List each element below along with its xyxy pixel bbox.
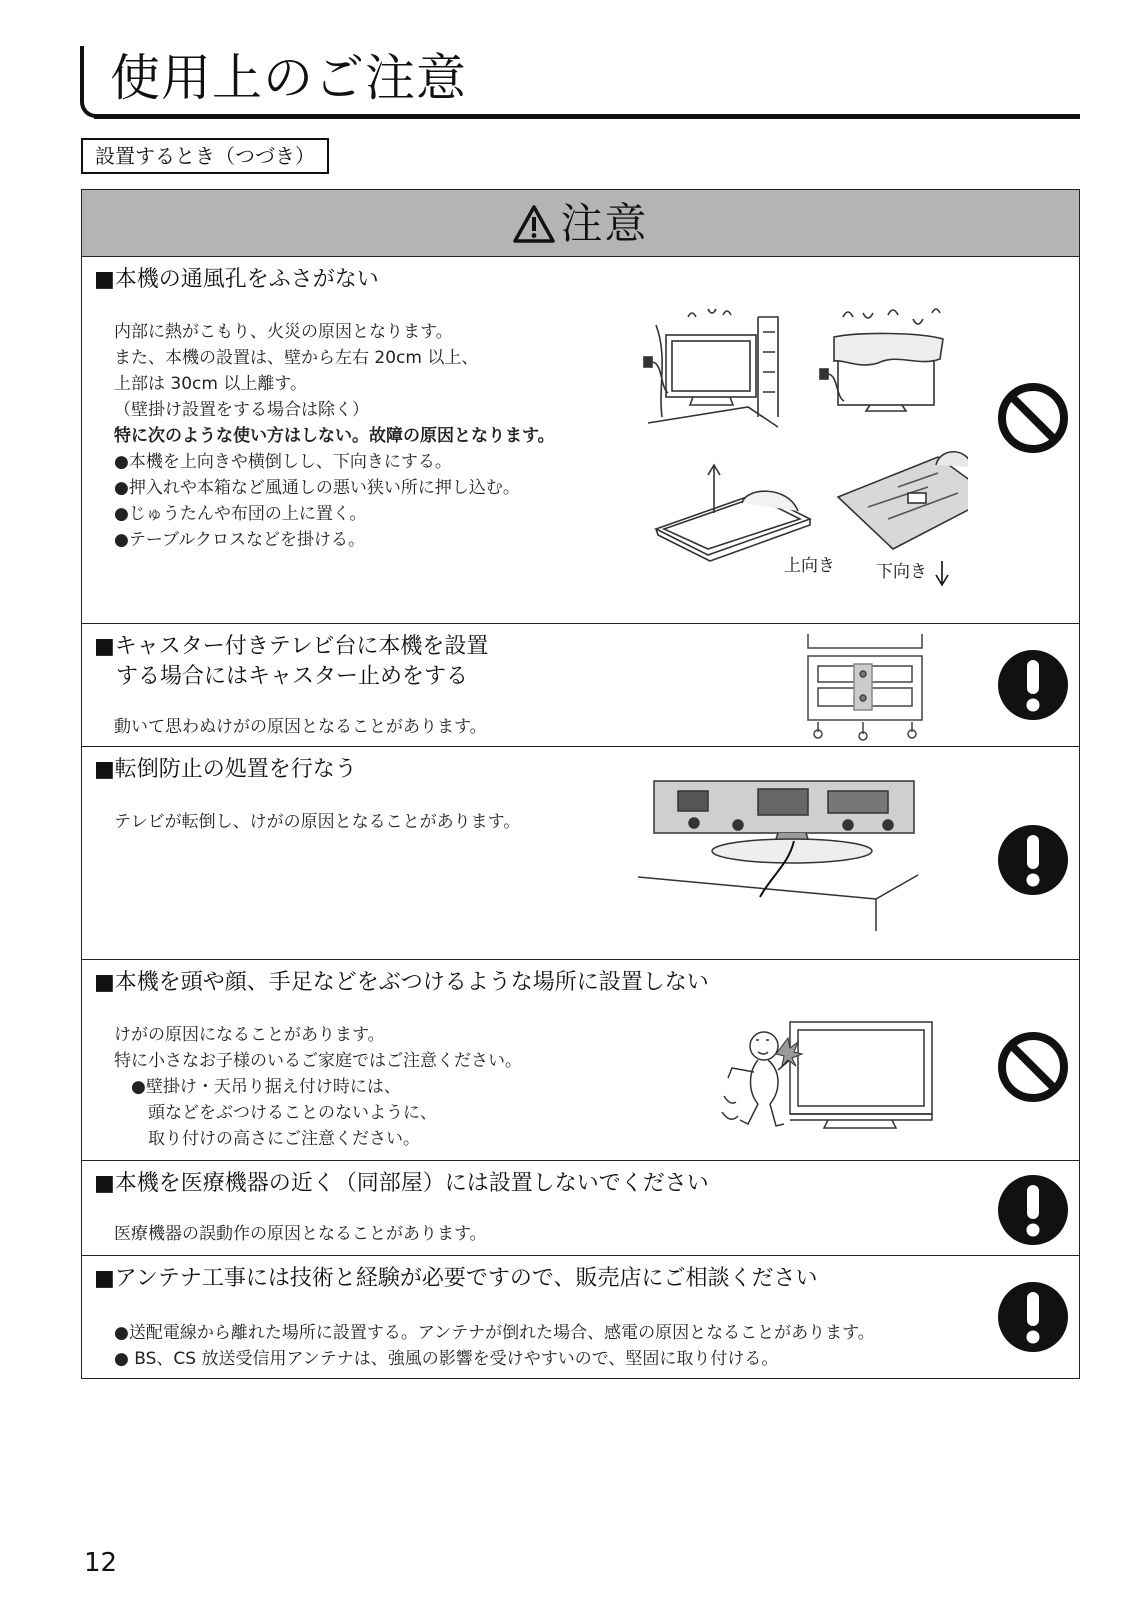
section-body	[114, 809, 520, 835]
page-title-block	[80, 40, 1080, 120]
body-line: ●送配電線から離れた場所に設置する。アンテナが倒れた場合、感電の原因となることがあります。	[114, 1323, 875, 1343]
section-heading: ■本機の通風孔をふさがない	[94, 267, 379, 292]
section-ventilation	[82, 257, 1079, 624]
body-line: ●テーブルクロスなどを掛ける。	[114, 530, 365, 550]
title-bracket	[80, 46, 98, 118]
section-anti-tip	[82, 747, 1079, 960]
body-line: 取り付けの高さにご注意ください。	[114, 1129, 420, 1149]
label-up: 上向き	[784, 556, 835, 576]
anti-tip-illustration	[638, 775, 928, 945]
body-line: 特に小さなお子様のいるご家庭ではご注意ください。	[114, 1051, 522, 1071]
ventilation-illustration	[638, 297, 968, 607]
body-line: また、本機の設置は、壁から左右 20cm 以上、	[114, 348, 479, 368]
child-bumping-illustration	[718, 1012, 936, 1152]
section-heading: ■アンテナ工事には技術と経験が必要ですので、販売店にご相談ください	[94, 1266, 818, 1291]
section-antenna	[82, 1256, 1079, 1378]
section-heading: ■本機を頭や顔、手足などをぶつけるような場所に設置しない	[94, 970, 709, 995]
section-body	[114, 319, 555, 553]
section-medical	[82, 1161, 1079, 1256]
body-line: 特に次のような使い方はしない。故障の原因となります。	[114, 426, 555, 446]
mandatory-icon	[996, 648, 1070, 722]
body-line: ●じゅうたんや布団の上に置く。	[114, 504, 367, 524]
prohibition-icon	[996, 1030, 1070, 1104]
mandatory-icon	[996, 1280, 1070, 1354]
label-down: 下向き	[876, 562, 927, 582]
body-line: テレビが転倒し、けがの原因となることがあります。	[114, 812, 521, 832]
caster-stand-illustration	[804, 634, 928, 742]
body-line: ● BS、CS 放送受信用アンテナは、強風の影響を受けやすいので、堅固に取り付ける。	[114, 1349, 779, 1369]
warning-triangle-icon	[512, 204, 556, 244]
body-line: 動いて思わぬけがの原因となることがあります。	[114, 717, 487, 737]
section-body	[114, 1221, 487, 1247]
page-title: 使用上のご注意	[110, 49, 467, 107]
section-heading: ■キャスター付きテレビ台に本機を設置 する場合にはキャスター止めをする	[94, 634, 489, 689]
body-line: ●本機を上向きや横倒しし、下向きにする。	[114, 452, 452, 472]
page-number: 12	[84, 1548, 118, 1578]
mandatory-icon	[996, 1173, 1070, 1247]
caution-band	[82, 190, 1079, 257]
body-line: ●押入れや本箱など風通しの悪い狭い所に押し込む。	[114, 478, 520, 498]
section-heading: ■本機を医療機器の近く（同部屋）には設置しないでください	[94, 1171, 709, 1196]
section-body	[114, 1320, 875, 1372]
section-body	[114, 1022, 522, 1152]
body-line: 上部は 30cm 以上離す。	[114, 374, 307, 394]
section-body	[114, 714, 487, 740]
section-heading: ■転倒防止の処置を行なう	[94, 757, 357, 782]
body-line: 頭などをぶつけることのないように、	[114, 1103, 437, 1123]
subheading: 設置するとき（つづき）	[81, 138, 329, 174]
prohibition-icon	[996, 381, 1070, 455]
body-line: 医療機器の誤動作の原因となることがあります。	[114, 1224, 487, 1244]
section-bumping	[82, 960, 1079, 1161]
caution-label: 注意	[560, 199, 649, 248]
caution-box	[81, 189, 1080, 1379]
body-line: 内部に熱がこもり、火災の原因となります。	[114, 322, 453, 342]
body-line: けがの原因になることがあります。	[114, 1025, 385, 1045]
mandatory-icon	[996, 823, 1070, 897]
body-line: （壁掛け設置をする場合は除く）	[114, 400, 369, 420]
section-caster	[82, 624, 1079, 747]
body-line: ●壁掛け・天吊り据え付け時には、	[114, 1077, 401, 1097]
